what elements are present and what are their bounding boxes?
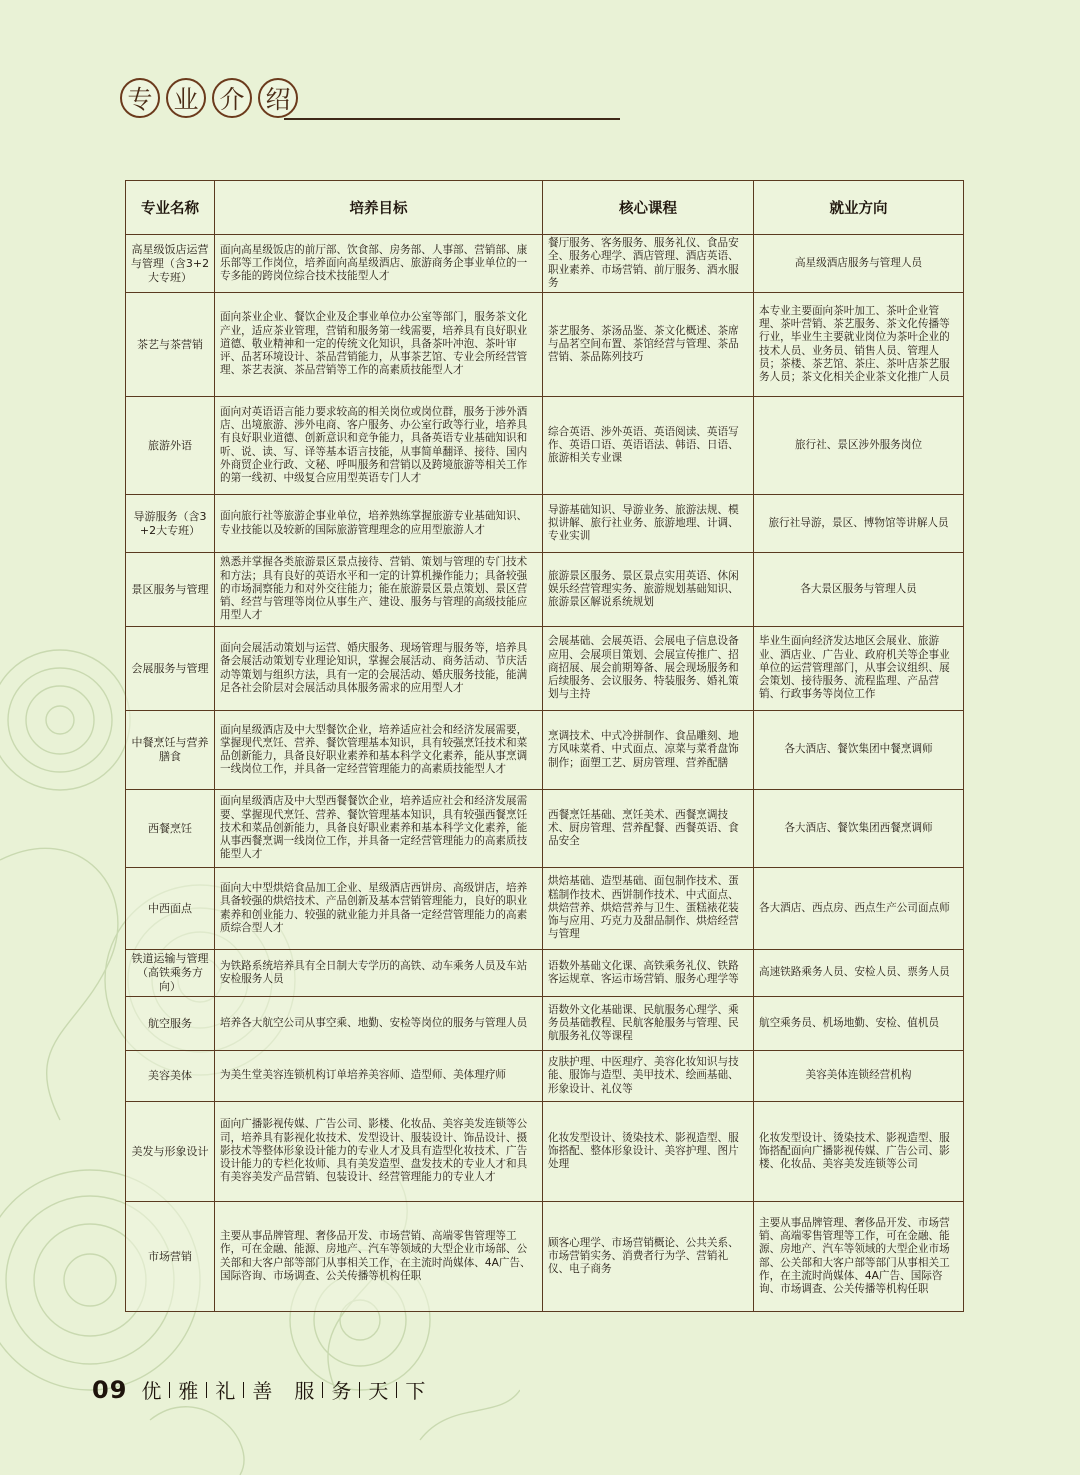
slogan-char: 下: [405, 1379, 426, 1403]
major-courses: 旅游景区服务、景区景点实用英语、休闲娱乐经营管理实务、旅游规划基础知识、旅游景区解说系统规划: [543, 553, 754, 627]
major-goal: 为美生堂美容连锁机构订单培养美容师、造型师、美体理疗师: [215, 1051, 543, 1102]
slogan-divider: [359, 1382, 360, 1398]
slogan-divider: [206, 1382, 207, 1398]
slogan-divider: [243, 1382, 244, 1398]
slogan-char: 善: [252, 1379, 273, 1403]
major-courses: 皮肤护理、中医理疗、美容化妆知识与技能、服饰与造型、美甲技术、绘画基础、形象设计、礼仪等: [543, 1051, 754, 1102]
major-career: 化妆发型设计、烫染技术、影视造型、服饰搭配面向广播影视传媒、广告公司、影楼、化妆品、美容美发连锁等公司: [754, 1102, 964, 1202]
title-underline: [284, 118, 620, 120]
major-name: 航空服务: [126, 997, 215, 1051]
major-name: 中餐烹饪与营养膳食: [126, 711, 215, 790]
header-goal: 培养目标: [215, 181, 543, 235]
slogan-divider: [322, 1382, 323, 1398]
table-row: [126, 1051, 964, 1102]
major-goal: 面向大中型烘焙食品加工企业、星级酒店西饼房、高级饼店，培养具备较强的烘焙技术、产品创新及基本营销管理能力，良好的职业素养和创业能力、较强的就业能力并具备一定经营管理能力的高素质综合型人才: [215, 868, 543, 950]
major-career: 各大酒店、餐饮集团西餐烹调师: [754, 790, 964, 868]
major-goal: 培养各大航空公司从事空乘、地勤、安检等岗位的服务与管理人员: [215, 997, 543, 1051]
major-goal: 面向旅行社等旅游企事业单位，培养熟练掌握旅游专业基础知识、专业技能以及较新的国际旅游管理理念的应用型旅游人才: [215, 495, 543, 553]
major-career: 本专业主要面向茶叶加工、茶叶企业管理、茶叶营销、茶艺服务、茶文化传播等行业，毕业生主要就业岗位为茶叶企业的技术人员、业务员、销售人员、管理人员；茶楼、茶艺馆、茶庄、茶叶店茶艺服务人员；茶文化相关企业茶文化推广人员: [754, 293, 964, 397]
table-header-row: [126, 181, 964, 235]
slogan-divider: [169, 1382, 170, 1398]
major-goal: 熟悉并掌握各类旅游景区景点接待、营销、策划与管理的专门技术和方法；具有良好的英语水平和一定的计算机操作能力；具备较强的市场洞察能力和对外交往能力；能在旅游景区景点策划、景区营销、经营与管理等岗位从事生产、建设、服务与管理的高级技能应用型人才: [215, 553, 543, 627]
footer-slogan: [141, 1375, 425, 1404]
major-courses: 综合英语、涉外英语、英语阅读、英语写作、英语口语、英语语法、韩语、日语、旅游相关专业课: [543, 397, 754, 495]
title-char: 业: [166, 78, 206, 118]
major-goal: 面向会展活动策划与运营、婚庆服务、现场管理与服务等，培养具备会展活动策划专业理论知识，掌握会展活动、商务活动、节庆活动等策划与组织方法，具有一定的会展活动、婚庆服务技能，能满足各社会阶层对会展活动具体服务需求的应用型人才: [215, 627, 543, 711]
header-courses: 核心课程: [543, 181, 754, 235]
major-name: 茶艺与茶营销: [126, 293, 215, 397]
slogan-divider: [396, 1382, 397, 1398]
major-career: 各大酒店、餐饮集团中餐烹调师: [754, 711, 964, 790]
table-row: [126, 1202, 964, 1312]
major-goal: 面向对英语语言能力要求较高的相关岗位或岗位群，服务于涉外酒店、出境旅游、涉外电商、客户服务、办公室行政等行业，培养具有良好职业道德、创新意识和竞争能力，具备英语专业基础知识和听、说、读、写、译等基本语言技能，从事简单翻译、接待、国内外商贸企业行政、文秘、呼叫服务和营销以及跨境旅游等相关工作的第一线初、中级复合应用型英语专门人才: [215, 397, 543, 495]
major-name: 市场营销: [126, 1202, 215, 1312]
slogan-char: 雅: [178, 1379, 199, 1403]
major-courses: 语数外文化基础课、民航服务心理学、乘务员基础教程、民航客舱服务与管理、民航服务礼仪等课程: [543, 997, 754, 1051]
major-career: 主要从事品牌管理、奢侈品开发、市场营销、高端零售管理等工作，可在金融、能源、房地产、汽车等领域的大型企业市场部、公关部和大客户部等部门从事相关工作，在主流时尚媒体、4A广告、国际咨询、市场调查、公关传播等机构任职: [754, 1202, 964, 1312]
major-goal: 主要从事品牌管理、奢侈品开发、市场营销、高端零售管理等工作，可在金融、能源、房地产、汽车等领域的大型企业市场部、公关部和大客户部等部门从事相关工作，在主流时尚媒体、4A广告、国际咨询、市场调查、公关传播等机构任职: [215, 1202, 543, 1312]
major-goal: 面向茶业企业、餐饮企业及企事业单位办公室等部门，服务茶文化产业，适应茶业管理，营销和服务第一线需要，培养具有良好职业道德、敬业精神和一定的传统文化知识，具备茶叶冲泡、茶叶审评、品茗环境设计、茶品营销能力，从事茶艺馆、专业会所经营管理、茶艺表演、茶品营销等工作的高素质技能型人才: [215, 293, 543, 397]
table-row: [126, 495, 964, 553]
major-goal: 面向星级酒店及中大型西餐餐饮企业，培养适应社会和经济发展需要、掌握现代烹饪、营养、餐饮管理基本知识，具有较强西餐烹饪技术和菜品创新能力，具备良好职业素养和基本科学文化素养，能从事西餐烹调一线岗位工作，并具备一定经营管理能力的高素质技能型人才: [215, 790, 543, 868]
major-courses: 顾客心理学、市场营销概论、公共关系、市场营销实务、消费者行为学、营销礼仪、电子商务: [543, 1202, 754, 1312]
major-courses: 语数外基础文化课、高铁乘务礼仪、铁路客运规章、客运市场营销、服务心理学等: [543, 950, 754, 997]
table-row: [126, 790, 964, 868]
major-courses: 化妆发型设计、烫染技术、影视造型、服饰搭配、整体形象设计、美容护理、图片处理: [543, 1102, 754, 1202]
slogan-char: 务: [331, 1379, 352, 1403]
major-career: 美容美体连锁经营机构: [754, 1051, 964, 1102]
table-row: [126, 868, 964, 950]
major-career: 高星级酒店服务与管理人员: [754, 235, 964, 293]
table-row: [126, 950, 964, 997]
major-goal: 面向星级酒店及中大型餐饮企业，培养适应社会和经济发展需要，掌握现代烹饪、营养、餐饮管理基本知识，具有较强烹饪技术和菜品创新能力，具备良好职业素养和基本科学文化素养，能从事烹调一线岗位工作，并具备一定经营管理能力的高素质技能型人才: [215, 711, 543, 790]
header-name: 专业名称: [126, 181, 215, 235]
major-courses: 会展基础、会展英语、会展电子信息设备应用、会展项目策划、会展宣传推广、招商招展、展会前期筹备、展会现场服务和后续服务、会议服务、特装服务、婚礼策划与主持: [543, 627, 754, 711]
major-career: 各大景区服务与管理人员: [754, 553, 964, 627]
section-title: [120, 78, 304, 118]
title-char: 专: [120, 78, 160, 118]
major-career: 旅行社导游，景区、博物馆等讲解人员: [754, 495, 964, 553]
major-name: 旅游外语: [126, 397, 215, 495]
table-row: [126, 997, 964, 1051]
major-courses: 导游基础知识、导游业务、旅游法规、模拟讲解、旅行社业务、旅游地理、计调、专业实训: [543, 495, 754, 553]
major-courses: 西餐烹饪基础、烹饪美术、西餐烹调技术、厨房管理、营养配餐、西餐英语、食品安全: [543, 790, 754, 868]
slogan-char: 优: [141, 1379, 162, 1403]
slogan-char: 礼: [215, 1379, 236, 1403]
major-courses: 餐厅服务、客务服务、服务礼仪、食品安全、服务心理学、酒店管理、酒店英语、职业素养、市场营销、前厅服务、酒水服务: [543, 235, 754, 293]
major-name: 铁道运输与管理（高铁乘务方向）: [126, 950, 215, 997]
slogan-char: 服: [294, 1379, 315, 1403]
major-goal: 面向高星级饭店的前厅部、饮食部、房务部、人事部、营销部、康乐部等工作岗位，培养面向高星级酒店、旅游商务企事业单位的一专多能的跨岗位综合技术技能型人才: [215, 235, 543, 293]
title-char: 绍: [258, 78, 298, 118]
header-career: 就业方向: [754, 181, 964, 235]
majors-table: [125, 180, 964, 1312]
major-career: 旅行社、景区涉外服务岗位: [754, 397, 964, 495]
major-career: 高速铁路乘务人员、安检人员、票务人员: [754, 950, 964, 997]
table-row: [126, 627, 964, 711]
page-footer: [92, 1375, 425, 1404]
major-name: 中西面点: [126, 868, 215, 950]
table-row: [126, 711, 964, 790]
table-row: [126, 397, 964, 495]
table-row: [126, 1102, 964, 1202]
major-career: 各大酒店、西点房、西点生产公司面点师: [754, 868, 964, 950]
major-name: 高星级饭店运营与管理（含3+2大专班）: [126, 235, 215, 293]
major-career: 航空乘务员、机场地勤、安检、值机员: [754, 997, 964, 1051]
major-name: 美容美体: [126, 1051, 215, 1102]
title-char: 介: [212, 78, 252, 118]
major-name: 导游服务（含3+2大专班）: [126, 495, 215, 553]
major-name: 会展服务与管理: [126, 627, 215, 711]
table-row: [126, 553, 964, 627]
major-career: 毕业生面向经济发达地区会展业、旅游业、酒店业、广告业、政府机关等企事业单位的运营管理部门，从事会议组织、展会策划、接待服务、流程监理、产品营销、行政事务等岗位工作: [754, 627, 964, 711]
page-number: 09: [92, 1375, 128, 1404]
major-name: 美发与形象设计: [126, 1102, 215, 1202]
major-courses: 烹调技术、中式冷拼制作、食品雕刻、地方风味菜肴、中式面点、凉菜与菜肴盘饰制作；面塑工艺、厨房管理、营养配膳: [543, 711, 754, 790]
major-name: 景区服务与管理: [126, 553, 215, 627]
major-goal: 为铁路系统培养具有全日制大专学历的高铁、动车乘务人员及车站安检服务人员: [215, 950, 543, 997]
major-name: 西餐烹饪: [126, 790, 215, 868]
major-courses: 茶艺服务、茶汤品鉴、茶文化概述、茶席与品茗空间布置、茶馆经营与管理、茶品营销、茶品陈列技巧: [543, 293, 754, 397]
table-row: [126, 293, 964, 397]
major-goal: 面向广播影视传媒、广告公司、影楼、化妆品、美容美发连锁等公司，培养具有影视化妆技术、发型设计、服装设计、饰品设计、摄影技术等整体形象设计能力的专业人才及具有造型化妆技术、广告设计能力的专栏化妆师、具有美发造型、盘发技术的专业人才和具有美容美发产品营销、包装设计、经营管理能力的专业人才: [215, 1102, 543, 1202]
major-courses: 烘焙基础、造型基础、面包制作技术、蛋糕制作技术、西饼制作技术、中式面点、烘焙营养、烘焙营养与卫生、蛋糕裱花装饰与应用、巧克力及甜品制作、烘焙经营与管理: [543, 868, 754, 950]
slogan-char: 天: [368, 1379, 389, 1403]
table-row: [126, 235, 964, 293]
